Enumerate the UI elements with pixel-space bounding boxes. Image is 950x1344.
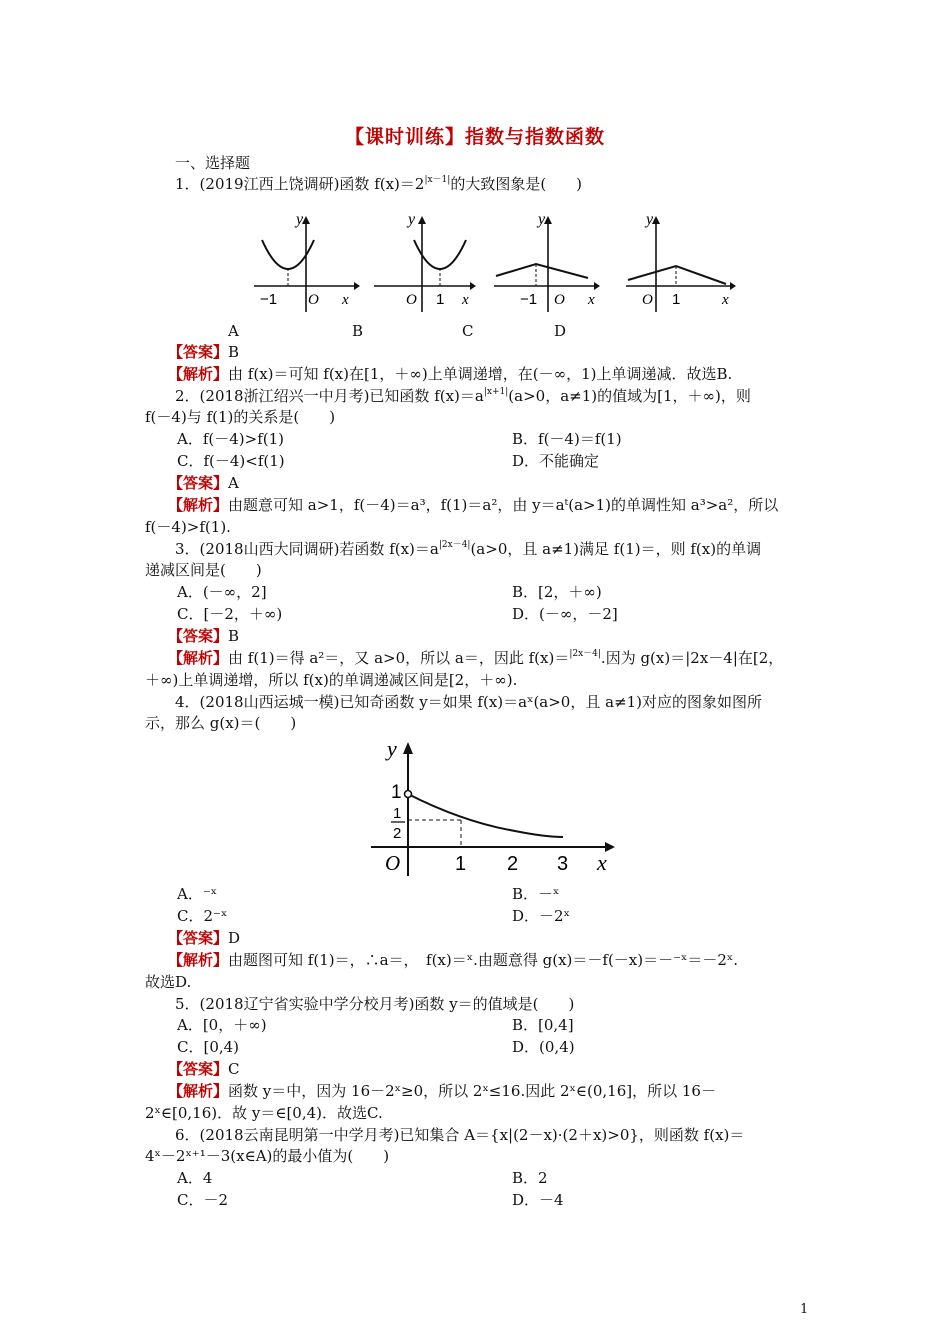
svg-text:x: x: [462, 292, 469, 308]
q4-graph-ylabel: y: [387, 738, 397, 761]
svg-text:x: x: [342, 292, 349, 308]
q1-graph-a: [250, 210, 360, 315]
q3-answer: 【答案】B: [168, 627, 240, 645]
page-number: 1: [800, 1302, 809, 1317]
svg-text:O: O: [406, 292, 417, 308]
svg-text:1: 1: [436, 291, 445, 308]
q2-option-d: D．不能确定: [512, 452, 600, 470]
q4-option-c: C．2⁻ˣ: [177, 907, 228, 925]
q4-graph-ytick-1: 1: [391, 782, 402, 803]
q3-option-c: C．[－2，＋∞): [177, 605, 283, 623]
q5-stem: 5．(2018辽宁省实验中学分校月考)函数 y＝的值域是( ): [175, 995, 575, 1013]
q6-stem: 6．(2018云南昆明第一中学月考)已知集合 A＝{x|(2－x)·(2＋x)>0}，则函数 f(x)＝: [175, 1126, 745, 1144]
q1-graph-d: [622, 210, 742, 315]
q2-option-a: A．f(－4)>f(1): [177, 430, 284, 448]
q2-option-c: C．f(－4)<f(1): [177, 452, 285, 470]
svg-text:y: y: [646, 211, 654, 228]
q4-option-b: B．－ˣ: [512, 885, 560, 903]
q4-analysis: 【解析】由题图可知 f(1)＝，∴a＝， f(x)＝ˣ.由题意得 g(x)＝－f(－x)＝－⁻ˣ＝－2ˣ.: [168, 951, 739, 969]
svg-text:x: x: [722, 292, 729, 308]
q1-answer: 【答案】B: [168, 343, 240, 361]
q6-stem-cont: 4ˣ－2ˣ⁺¹－3(x∈A)的最小值为( ): [145, 1147, 390, 1165]
q4-answer: 【答案】D: [168, 929, 241, 947]
q1-label-b: B: [352, 322, 364, 340]
q1-graph-c: [490, 210, 605, 315]
q3-analysis: 【解析】由 f(1)＝得 a²＝，又 a>0，所以 a＝，因此 f(x)＝$^{|2x-4|}$.因为 g(x)＝|2x－4|在[2，: [168, 649, 784, 667]
q1-stem: 1．(2019江西上饶调研)函数 $f(x)=2^{|x-1|}$的大致图象是( ): [175, 175, 583, 193]
q1-analysis: 【解析】由 f(x)＝可知 f(x)在[1，＋∞)上单调递增，在(－∞，1)上单调递减．故选B.: [168, 365, 733, 383]
q3-stem-cont: 递减区间是( ): [145, 561, 262, 579]
q4-graph-ytick-half-num: 1: [393, 805, 402, 822]
q4-option-a: A．⁻ˣ: [177, 885, 218, 903]
q2-stem-cont: f(－4)与 f(1)的关系是( ): [145, 408, 336, 426]
q1-graph-b: [370, 210, 480, 315]
q2-analysis: 【解析】由题意可知 a>1，f(－4)＝a³，f(1)＝a²，由 y＝aᵗ(a>1)的单调性知 a³>a²，所以: [168, 496, 779, 514]
section-heading: 一、选择题: [175, 154, 251, 172]
svg-text:O: O: [308, 292, 319, 308]
q4-option-d: D．－2ˣ: [512, 907, 570, 925]
q4-graph-xtick-1: 1: [455, 853, 467, 875]
svg-text:O: O: [642, 292, 653, 308]
q3-option-b: B．[2，＋∞): [512, 583, 602, 601]
q2-answer: 【答案】A: [168, 474, 239, 492]
q4-graph-origin: O: [385, 851, 401, 875]
q4-graph-xlabel: x: [597, 850, 607, 875]
svg-text:x: x: [588, 292, 595, 308]
q2-option-b: B．f(－4)＝f(1): [512, 430, 622, 448]
q5-analysis: 【解析】函数 y＝中，因为 16－2ˣ≥0，所以 2ˣ≤16.因此 2ˣ∈(0,16]，所以 16－: [168, 1082, 716, 1100]
q4-stem: 4．(2018山西运城一模)已知奇函数 y＝如果 f(x)＝aˣ(a>0，且 a≠1)对应的图象如图所: [175, 693, 763, 711]
q4-graph-ytick-half-den: 2: [393, 825, 402, 842]
q3-analysis-cont: ＋∞)上单调递增，所以 f(x)的单调递减区间是[2，＋∞).: [145, 671, 518, 689]
q4-graph-xtick-3: 3: [557, 853, 569, 875]
q6-option-a: A．4: [177, 1169, 213, 1187]
q4-graph-xtick-2: 2: [507, 853, 519, 875]
q6-option-d: D．－4: [512, 1191, 564, 1209]
q3-stem: 3．(2018山西大同调研)若函数 $f(x)=a^{|2x-4|}(a>0$，且 a≠1)满足 f(1)＝，则 f(x)的单调: [175, 540, 762, 558]
q5-answer: 【答案】C: [168, 1060, 240, 1078]
q6-option-b: B．2: [512, 1169, 548, 1187]
q4-graph: [365, 738, 625, 880]
svg-text:−1: −1: [520, 291, 538, 308]
q4-stem-cont: 示，那么 g(x)＝( ): [145, 714, 297, 732]
q5-analysis-cont: 2ˣ∈[0,16)．故 y＝∈[0,4)．故选C.: [145, 1104, 383, 1122]
page-title: 【课时训练】指数与指数函数: [344, 126, 605, 148]
q6-option-c: C．－2: [177, 1191, 229, 1209]
q1-label-c: C: [462, 322, 474, 340]
svg-text:y: y: [296, 211, 304, 228]
svg-text:1: 1: [672, 291, 681, 308]
q3-option-a: A．(－∞，2]: [177, 583, 267, 601]
q2-analysis-cont: f(－4)>f(1).: [145, 518, 231, 536]
q5-option-b: B．[0,4]: [512, 1016, 574, 1034]
q1-label-a: A: [228, 322, 239, 340]
q5-option-d: D．(0,4): [512, 1038, 575, 1056]
q3-option-d: D．(－∞，－2]: [512, 605, 618, 623]
svg-text:O: O: [554, 292, 565, 308]
svg-text:y: y: [408, 211, 416, 228]
svg-text:y: y: [538, 211, 546, 228]
q1-label-d: D: [554, 322, 567, 340]
svg-text:−1: −1: [260, 291, 278, 308]
q5-option-c: C．[0,4): [177, 1038, 240, 1056]
q2-stem: 2．(2018浙江绍兴一中月考)已知函数 $f(x)=a^{|x+1|}(a>0$，a≠1)的值域为[1，＋∞)，则: [175, 387, 751, 405]
q5-option-a: A．[0，＋∞): [177, 1016, 267, 1034]
q4-analysis-cont: 故选D.: [145, 973, 192, 991]
